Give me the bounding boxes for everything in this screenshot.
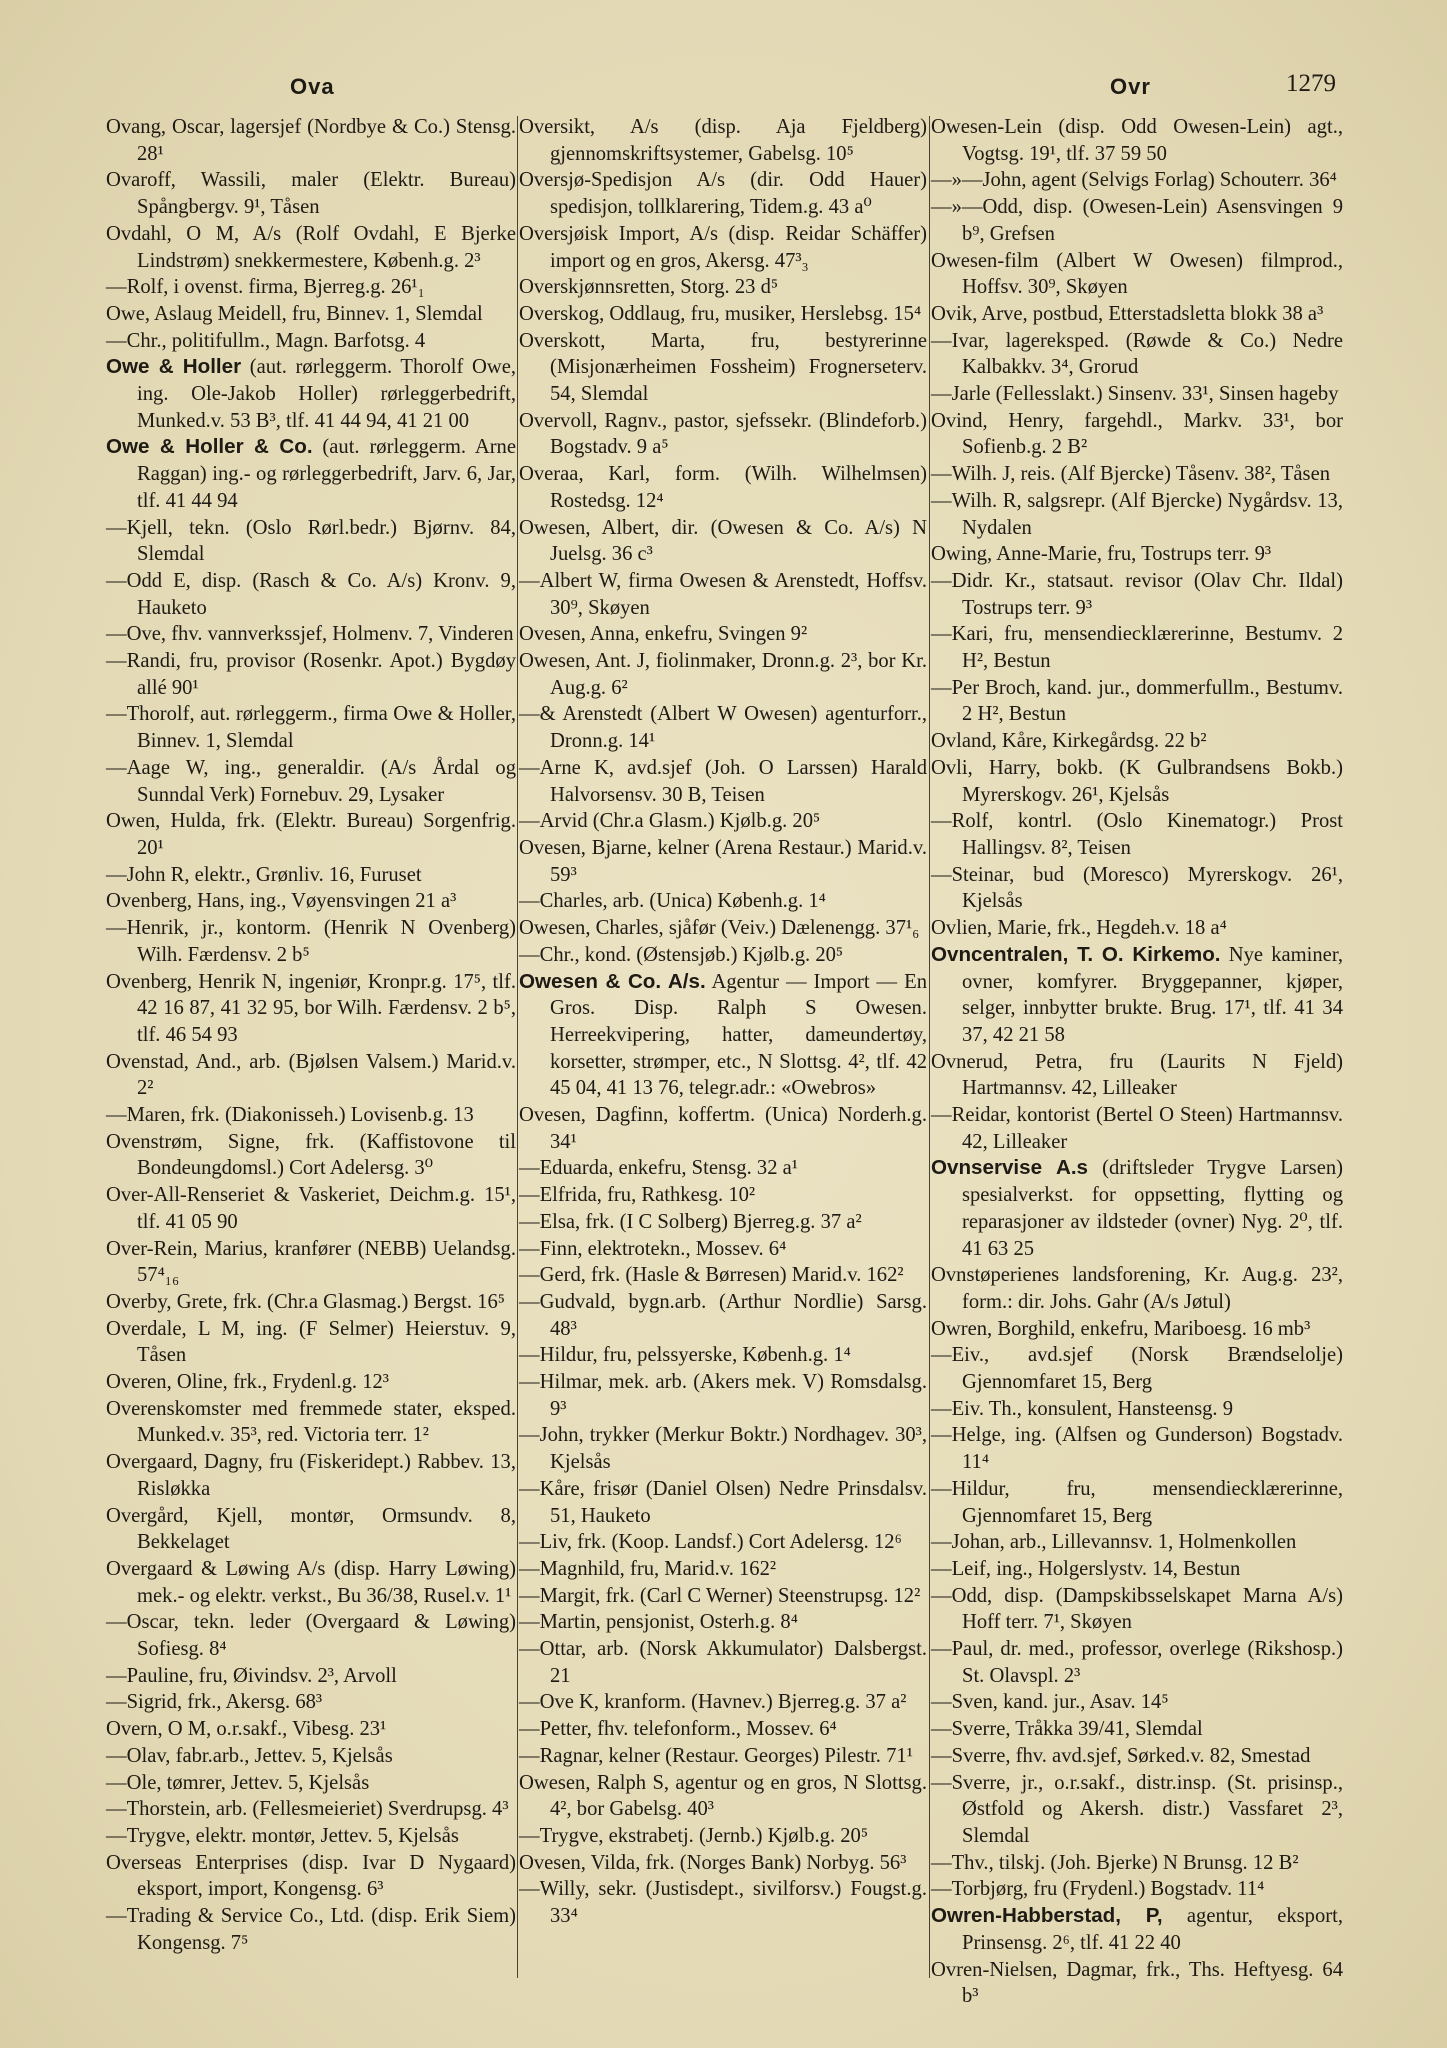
directory-entry: [931, 942, 1343, 1049]
directory-entry: [519, 1236, 927, 1263]
entry-text: Oversjø-Spedisjon A/s (dir. Odd Hauer) spedisjon, tollklarering, Tidem.g. 43 a⁰: [519, 169, 927, 219]
header-right: Ovr: [1110, 74, 1151, 99]
directory-entry: [931, 568, 1343, 621]
directory-entry: [106, 1556, 516, 1609]
entry-text: —Martin, pensjonist, Osterh.g. 8⁴: [519, 1611, 798, 1634]
directory-entry: [931, 194, 1343, 247]
entry-text: —Wilh. R, salgsrepr. (Alf Bjercke) Nygårdsv. 13, Nydalen: [931, 489, 1343, 539]
entry-text: Overskjønnsretten, Storg. 23 d⁵: [519, 276, 779, 299]
entry-text: —Steinar, bud (Moresco) Myrerskogv. 26¹, Kjelsås: [931, 863, 1343, 913]
entry-text: —Thorolf, aut. rørleggerm., firma Owe & Holler, Binnev. 1, Slemdal: [106, 703, 516, 753]
directory-entry: [106, 701, 516, 754]
entry-text: —Albert W, firma Owesen & Arenstedt, Hoffsv. 30⁹, Skøyen: [519, 569, 927, 619]
directory-entry: [106, 328, 516, 355]
entry-text: Overaa, Karl, form. (Wilh. Wilhelmsen) Rostedsg. 12⁴: [519, 463, 927, 512]
directory-entry: [931, 1716, 1343, 1743]
entry-text: Ovenberg, Henrik N, ingeniør, Kronpr.g. 17⁵, tlf. 42 16 87, 41 32 95, bor Wilh. Færdensv. 2 b⁵, tlf. 46 54 93: [106, 970, 516, 1046]
directory-entry: [106, 755, 516, 808]
directory-entry: [519, 755, 927, 808]
directory-entry: [519, 1770, 927, 1823]
entry-text: —Didr. Kr., statsaut. revisor (Olav Chr. Ildal) Tostrups terr. 9³: [931, 569, 1343, 619]
entry-text: Ovesen, Dagfinn, koffertm. (Unica) Norderh.g. 34¹: [519, 1104, 927, 1153]
directory-entry: [931, 1342, 1343, 1395]
directory-entry: [106, 1796, 516, 1823]
entry-text: —Olav, fabr.arb., Jettev. 5, Kjelsås: [106, 1744, 393, 1767]
entry-text: —Jarle (Fellesslakt.) Sinsenv. 33¹, Sinsen hageby: [931, 383, 1339, 406]
entry-text: —Liv, frk. (Koop. Landsf.) Cort Adelersg. 12⁶: [519, 1531, 902, 1554]
directory-entry: [931, 1396, 1343, 1423]
entry-text: (aut. rørleggerm. Thorolf Owe, ing. Ole-Jakob Holler) rørleggerbedrift, Munked.v. 53 B³, tlf. 41 44 94, 41 21 00: [137, 356, 516, 432]
entry-text: Ovik, Arve, postbud, Etterstadsletta blokk 38 a³: [931, 302, 1324, 325]
entry-text: —Petter, fhv. telefonform., Mossev. 6⁴: [519, 1718, 837, 1741]
entry-text: —Rolf, i ovenst. firma, Bjerreg.g. 26¹₁: [106, 276, 425, 299]
entry-name-bold: Owe & Holler & Co.: [106, 435, 313, 459]
entry-text: Ovnerud, Petra, fru (Laurits N Fjeld) Hartmannsv. 42, Lilleaker: [931, 1050, 1343, 1100]
entry-text: Ovind, Henry, fargehdl., Markv. 33¹, bor Sofienb.g. 2 B²: [931, 409, 1343, 459]
entry-text: —Odd, disp. (Dampskibsselskapet Marna A/s) Hoff terr. 7¹, Skøyen: [931, 1584, 1343, 1634]
entry-text: —Ivar, lagereksped. (Røwde & Co.) Nedre Kalbakkv. 3⁴, Grorud: [931, 329, 1343, 379]
entry-text: Owe, Aslaug Meidell, fru, Binnev. 1, Slemdal: [106, 302, 483, 325]
entry-text: —Odd E, disp. (Rasch & Co. A/s) Kronv. 9, Hauketo: [106, 569, 516, 619]
entry-name-bold: Owe & Holler: [106, 355, 242, 379]
directory-entry: [106, 1369, 516, 1396]
entry-text: —Sverre, jr., o.r.sakf., distr.insp. (St. prisinsp., Østfold og Akersh. distr.) Vassfaret 2³, Slemdal: [931, 1771, 1343, 1847]
directory-entry: [519, 1342, 927, 1369]
directory-entry: [519, 1609, 927, 1636]
column-divider: [929, 116, 930, 1978]
entry-text: Over-All-Renseriet & Vaskeriet, Deichm.g. 15¹, tlf. 41 05 90: [106, 1184, 516, 1233]
directory-entry: [106, 114, 516, 167]
directory-entry: [519, 1209, 927, 1236]
directory-entry: [931, 1422, 1343, 1475]
directory-entry: [931, 328, 1343, 381]
directory-entry: [519, 1476, 927, 1529]
directory-entry: [931, 1770, 1343, 1850]
directory-entry: [519, 1556, 927, 1583]
entry-text: —Paul, dr. med., professor, overlege (Rikshosp.) St. Olavspl. 2³: [931, 1638, 1343, 1687]
directory-entry: [931, 1743, 1343, 1770]
entry-text: Overgaard, Dagny, fru (Fiskeridept.) Rabbev. 13, Risløkka: [106, 1451, 516, 1500]
directory-entry: [931, 381, 1343, 408]
entry-text: —Finn, elektrotekn., Mossev. 6⁴: [519, 1237, 787, 1260]
entry-text: —Rolf, kontrl. (Oslo Kinematogr.) Prost Hallingsv. 8², Teisen: [931, 810, 1343, 859]
directory-entry: [106, 969, 516, 1049]
directory-entry: [519, 621, 927, 648]
directory-entry: [931, 301, 1343, 328]
entry-text: —Gerd, frk. (Hasle & Børresen) Marid.v. 162²: [519, 1264, 904, 1287]
directory-entry: [106, 354, 516, 434]
entry-text: —John R, elektr., Grønliv. 16, Furuset: [106, 863, 422, 886]
directory-entry: [931, 755, 1343, 808]
directory-entry: [106, 274, 516, 301]
directory-entry: [106, 1743, 516, 1770]
entry-text: —»—John, agent (Selvigs Forlag) Schouterr. 36⁴: [931, 169, 1337, 192]
directory-entry: [519, 1155, 927, 1182]
directory-entry: [519, 1743, 927, 1770]
directory-entry: [106, 1903, 516, 1956]
directory-entry: [106, 1850, 516, 1903]
directory-entry: [106, 1316, 516, 1369]
directory-entry: [519, 461, 927, 514]
directory-entry: [106, 515, 516, 568]
directory-entry: [106, 1503, 516, 1556]
page-number: 1279: [1286, 70, 1336, 97]
directory-entry: [931, 1583, 1343, 1636]
entry-name-bold: Ovnservise A.s: [931, 1156, 1088, 1180]
directory-entry: [519, 1262, 927, 1289]
directory-entry: [519, 1583, 927, 1610]
directory-entry: [519, 1716, 927, 1743]
entry-text: —Leif, ing., Holgerslystv. 14, Bestun: [931, 1557, 1241, 1580]
entry-text: —Reidar, kontorist (Bertel O Steen) Hartmannsv. 42, Lilleaker: [931, 1104, 1343, 1153]
entry-text: Overskog, Oddlaug, fru, musiker, Herslebsg. 15⁴: [519, 302, 922, 325]
directory-entry: [519, 942, 927, 969]
entry-text: Owesen, Charles, sjåfør (Veiv.) Dælenengg. 37¹₆: [519, 917, 920, 940]
entry-text: Owing, Anne-Marie, fru, Tostrups terr. 9³: [931, 543, 1272, 566]
directory-entry: [519, 1422, 927, 1475]
directory-entry: [519, 1876, 927, 1929]
entry-text: Owesen-film (Albert W Owesen) filmprod., Hoffsv. 30⁹, Skøyen: [931, 249, 1343, 299]
entry-text: Ovaroff, Wassili, maler (Elektr. Bureau) Spångbergv. 9¹, Tåsen: [106, 169, 516, 219]
entry-text: —Henrik, jr., kontorm. (Henrik N Ovenberg) Wilh. Færdensv. 2 b⁵: [106, 917, 516, 966]
entry-text: —Hilmar, mek. arb. (Akers mek. V) Romsdalsg. 9³: [519, 1371, 927, 1420]
entry-text: (driftsleder Trygve Larsen) spesialverkst. for oppsetting, flytting og reparasjoner av ildsteder (ovner) Nyg. 2⁰, tlf. 41 63 25: [962, 1157, 1343, 1260]
entry-text: Overvoll, Ragnv., pastor, sjefssekr. (Blindeforb.) Bogstadv. 9 a⁵: [519, 409, 927, 459]
entry-text: —Chr., kond. (Østensjøb.) Kjølb.g. 20⁵: [519, 943, 844, 966]
entry-text: Owesen, Ant. J, fiolinmaker, Dronn.g. 2³, bor Kr. Aug.g. 6²: [519, 650, 927, 699]
entry-text: (aut. rørleggerm. Arne Raggan) ing.- og rørleggerbedrift, Jarv. 6, Jar, tlf. 41 44 94: [137, 436, 516, 512]
entry-text: —Kåre, frisør (Daniel Olsen) Nedre Prinsdalsv. 51, Hauketo: [519, 1477, 927, 1527]
entry-text: Ovesen, Anna, enkefru, Svingen 9²: [519, 623, 808, 646]
entry-text: —Trading & Service Co., Ltd. (disp. Erik Siem) Kongensg. 7⁵: [106, 1905, 516, 1954]
directory-entry: [519, 568, 927, 621]
entry-text: —Maren, frk. (Diakonisseh.) Lovisenb.g. 13: [106, 1104, 474, 1127]
directory-entry: [519, 221, 927, 274]
entry-text: Ovesen, Bjarne, kelner (Arena Restaur.) Marid.v. 59³: [519, 836, 927, 886]
directory-entry: [931, 1262, 1343, 1315]
directory-entry: [519, 808, 927, 835]
entry-text: Overgaard & Løwing A/s (disp. Harry Løwing) mek.- og elektr. verkst., Bu 36/38, Rusel.v. 1¹: [106, 1557, 516, 1607]
directory-entry: [519, 114, 927, 167]
directory-entry: [106, 434, 516, 514]
directory-entry: [931, 1556, 1343, 1583]
directory-entry: [106, 808, 516, 861]
directory-entry: [519, 1636, 927, 1689]
entry-text: Ovli, Harry, bokb. (K Gulbrandsens Bokb.) Myrerskogv. 26¹, Kjelsås: [931, 756, 1343, 806]
entry-text: —Thorstein, arb. (Fellesmeieriet) Sverdrupsg. 4³: [106, 1798, 509, 1821]
entry-text: —Ottar, arb. (Norsk Akkumulator) Dalsbergst. 21: [519, 1638, 927, 1687]
directory-entry: [931, 488, 1343, 541]
entry-text: —Sverre, Tråkka 39/41, Slemdal: [931, 1718, 1203, 1741]
directory-entry: [106, 1689, 516, 1716]
directory-entry: [519, 701, 927, 754]
directory-entry: [519, 888, 927, 915]
directory-entry: [931, 862, 1343, 915]
entry-text: —Johan, arb., Lillevannsv. 1, Holmenkollen: [931, 1531, 1297, 1554]
entry-text: —Chr., politifullm., Magn. Barfotsg. 4: [106, 329, 426, 352]
entry-text: Ovenberg, Hans, ing., Vøyensvingen 21 a³: [106, 890, 457, 913]
directory-entry: [931, 114, 1343, 167]
entry-text: Owesen-Lein (disp. Odd Owesen-Lein) agt., Vogtsg. 19¹, tlf. 37 59 50: [931, 116, 1343, 165]
entry-text: agentur, eksport, Prinsensg. 2⁶, tlf. 41 22 40: [962, 1905, 1343, 1954]
entry-text: —Oscar, tekn. leder (Overgaard & Løwing) Sofiesg. 8⁴: [106, 1611, 516, 1661]
directory-entry: [106, 1396, 516, 1449]
directory-entry: [106, 1716, 516, 1743]
entry-text: —Magnhild, fru, Marid.v. 162²: [519, 1557, 777, 1580]
entry-text: —Arvid (Chr.a Glasm.) Kjølb.g. 20⁵: [519, 810, 821, 833]
entry-text: —Gudvald, bygn.arb. (Arthur Nordlie) Sarsg. 48³: [519, 1290, 927, 1340]
directory-entry: [931, 1636, 1343, 1689]
entry-name-bold: Owesen & Co. A/s.: [519, 969, 706, 993]
entry-text: —Helge, ing. (Alfsen og Gunderson) Bogstadv. 11⁴: [931, 1424, 1343, 1474]
column-2: [519, 114, 927, 1930]
directory-entry: [106, 915, 516, 968]
directory-entry: [106, 1129, 516, 1182]
directory-entry: [106, 1449, 516, 1502]
directory-entry: [519, 167, 927, 220]
directory-entry: [519, 648, 927, 701]
entry-text: Overn, O M, o.r.sakf., Vibesg. 23¹: [106, 1718, 387, 1741]
entry-text: —Pauline, fru, Øivindsv. 2³, Arvoll: [106, 1664, 397, 1687]
directory-entry: [519, 408, 927, 461]
directory-entry: [931, 915, 1343, 942]
entry-text: Overen, Oline, frk., Frydenl.g. 12³: [106, 1371, 389, 1394]
directory-entry: [931, 1876, 1343, 1903]
entry-text: —»—Odd, disp. (Owesen-Lein) Asensvingen 9 b⁹, Grefsen: [931, 196, 1343, 245]
directory-entry: [106, 1770, 516, 1797]
directory-entry: [106, 1823, 516, 1850]
entry-text: —Ole, tømrer, Jettev. 5, Kjelsås: [106, 1771, 370, 1794]
column-3: [931, 114, 1343, 2010]
directory-entry: [931, 408, 1343, 461]
entry-text: —Wilh. J, reis. (Alf Bjercke) Tåsenv. 38², Tåsen: [931, 463, 1331, 486]
entry-text: —Ragnar, kelner (Restaur. Georges) Pilestr. 71¹: [519, 1744, 913, 1767]
directory-entry: [519, 328, 927, 408]
directory-entry: [519, 1289, 927, 1342]
directory-entry: [519, 969, 927, 1103]
directory-entry: [519, 1369, 927, 1422]
directory-entry: [519, 1102, 927, 1155]
directory-entry: [931, 1102, 1343, 1155]
entry-text: Ovren-Nielsen, Dagmar, frk., Ths. Heftyesg. 64 b³: [931, 1958, 1343, 2008]
directory-entry: [106, 1049, 516, 1102]
directory-entry: [519, 1689, 927, 1716]
directory-entry: [106, 568, 516, 621]
entry-text: Ovnstøperienes landsforening, Kr. Aug.g. 23², form.: dir. Johs. Gahr (A/s Jøtul): [931, 1264, 1343, 1313]
entry-text: Oversjøisk Import, A/s (disp. Reidar Schäffer) import og en gros, Akersg. 47³₃: [519, 222, 927, 272]
entry-text: —Kari, fru, mensendiecklærerinne, Bestumv. 2 H², Bestun: [931, 623, 1343, 673]
entry-text: Overgård, Kjell, montør, Ormsundv. 8, Bekkelaget: [106, 1504, 516, 1554]
directory-entry: [106, 648, 516, 701]
entry-text: Nye kaminer, ovner, komfyrer. Bryggepanner, kjøper, selger, innbytter brukte. Brug. 17¹, tlf. 41 34 37, 42 21 58: [962, 943, 1343, 1046]
entry-text: Agentur — Import — En Gros. Disp. Ralph S Owesen. Herreekvipering, hatter, dameundertøy, korsetter, strømper, etc., N Slottsg. 4², tlf. 42 45 04, 41 13 76, telegr.adr.: «Owebros»: [550, 970, 927, 1100]
directory-entry: [106, 221, 516, 274]
entry-text: Oversikt, A/s (disp. Aja Fjeldberg) gjennomskriftsystemer, Gabelsg. 10⁵: [519, 116, 927, 165]
entry-text: —& Arenstedt (Albert W Owesen) agenturforr., Dronn.g. 14¹: [519, 703, 927, 753]
entry-text: —Sverre, fhv. avd.sjef, Sørked.v. 82, Smestad: [931, 1744, 1311, 1767]
directory-entry: [519, 515, 927, 568]
directory-entry: [931, 675, 1343, 728]
entry-text: —Hildur, fru, mensendiecklærerinne, Gjennomfaret 15, Berg: [931, 1477, 1343, 1527]
entry-text: —Sigrid, frk., Akersg. 68³: [106, 1691, 323, 1714]
entry-text: —Eduarda, enkefru, Stensg. 32 a¹: [519, 1157, 798, 1180]
column-1: [106, 114, 516, 1957]
directory-entry: [931, 1689, 1343, 1716]
directory-entry: [519, 1529, 927, 1556]
directory-entry: [931, 461, 1343, 488]
directory-entry: [106, 1236, 516, 1289]
directory-entry: [106, 1102, 516, 1129]
entry-text: Ovenstad, And., arb. (Bjølsen Valsem.) Marid.v. 2²: [106, 1050, 516, 1100]
entry-text: —Torbjørg, fru (Frydenl.) Bogstadv. 11⁴: [931, 1878, 1265, 1901]
directory-entry: [931, 1529, 1343, 1556]
entry-text: —Trygve, elektr. montør, Jettev. 5, Kjelsås: [106, 1825, 459, 1847]
entry-name-bold: Ovncentralen, T. O. Kirkemo.: [931, 942, 1221, 966]
entry-text: —Hildur, fru, pelssyerske, Københ.g. 1⁴: [519, 1344, 851, 1367]
entry-text: Overskott, Marta, fru, bestyrerinne (Misjonærheimen Fossheim) Frognerseterv. 54, Slemdal: [519, 329, 927, 406]
entry-text: —Randi, fru, provisor (Rosenkr. Apot.) Bygdøy allé 90¹: [106, 650, 516, 699]
directory-entry: [931, 808, 1343, 861]
directory-entry: [931, 541, 1343, 568]
entry-text: —Sven, kand. jur., Asav. 14⁵: [931, 1691, 1169, 1714]
entry-text: Overdale, L M, ing. (F Selmer) Heierstuv. 9, Tåsen: [106, 1317, 516, 1367]
directory-entry: [519, 1823, 927, 1850]
entry-text: —Eiv. Th., konsulent, Hansteensg. 9: [931, 1397, 1234, 1420]
directory-entry: [931, 728, 1343, 755]
directory-entry: [519, 835, 927, 888]
entry-text: Overenskomster med fremmede stater, eksped. Munked.v. 35³, red. Victoria terr. 1²: [106, 1397, 516, 1447]
directory-entry: [106, 621, 516, 648]
directory-entry: [519, 274, 927, 301]
entry-text: Over-Rein, Marius, kranfører (NEBB) Uelandsg. 57⁴₁₆: [106, 1237, 516, 1287]
entry-text: Owen, Hulda, frk. (Elektr. Bureau) Sorgenfrig. 20¹: [106, 810, 516, 859]
directory-entry: [931, 248, 1343, 301]
entry-text: Overby, Grete, frk. (Chr.a Glasmag.) Bergst. 16⁵: [106, 1290, 505, 1313]
entry-text: —Trygve, ekstrabetj. (Jernb.) Kjølb.g. 20⁵: [519, 1825, 869, 1847]
directory-entry: [931, 1903, 1343, 1956]
column-divider: [517, 116, 518, 1978]
entry-name-bold: Owren-Habberstad, P,: [931, 1904, 1163, 1928]
entry-text: Ovlien, Marie, frk., Hegdeh.v. 18 a⁴: [931, 917, 1227, 940]
directory-entry: [519, 915, 927, 942]
entry-text: Owesen, Albert, dir. (Owesen & Co. A/s) N Juelsg. 36 c³: [519, 516, 927, 566]
entry-text: —Thv., tilskj. (Joh. Bjerke) N Brunsg. 12 B²: [931, 1851, 1299, 1874]
directory-entry: [931, 167, 1343, 194]
directory-entry: [106, 862, 516, 889]
directory-entry: [106, 1663, 516, 1690]
directory-entry: [931, 1957, 1343, 2010]
entry-text: —Willy, sekr. (Justisdept., sivilforsv.) Fougst.g. 33⁴: [519, 1878, 927, 1928]
directory-entry: [519, 1850, 927, 1877]
directory-entry: [931, 1049, 1343, 1102]
entry-text: —Margit, frk. (Carl C Werner) Steenstrupsg. 12²: [519, 1584, 921, 1607]
entry-text: Ovesen, Vilda, frk. (Norges Bank) Norbyg. 56³: [519, 1851, 907, 1874]
entry-text: Owesen, Ralph S, agentur og en gros, N Slottsg. 4², bor Gabelsg. 40³: [519, 1771, 927, 1821]
directory-entry: [931, 1850, 1343, 1877]
directory-entry: [931, 1155, 1343, 1262]
directory-entry: [519, 301, 927, 328]
header-left: Ova: [290, 74, 335, 99]
directory-entry: [106, 167, 516, 220]
entry-text: —Elsa, frk. (I C Solberg) Bjerreg.g. 37 a²: [519, 1210, 862, 1233]
entry-text: —Ove, fhv. vannverkssjef, Holmenv. 7, Vinderen: [106, 623, 514, 646]
entry-text: Ovdahl, O M, A/s (Rolf Ovdahl, E Bjerke Lindstrøm) snekkermestere, Københ.g. 2³: [106, 222, 516, 272]
directory-entry: [106, 301, 516, 328]
entry-text: —Per Broch, kand. jur., dommerfullm., Bestumv. 2 H², Bestun: [931, 676, 1343, 726]
entry-text: —Eiv., avd.sjef (Norsk Brændselolje) Gjennomfaret 15, Berg: [931, 1344, 1343, 1394]
entry-text: —Aage W, ing., generaldir. (A/s Årdal og Sunndal Verk) Fornebuv. 29, Lysaker: [106, 756, 516, 806]
directory-entry: [106, 1609, 516, 1662]
directory-entry: [106, 888, 516, 915]
entry-text: Owren, Borghild, enkefru, Mariboesg. 16 mb³: [931, 1317, 1311, 1340]
entry-text: —Ove K, kranform. (Havnev.) Bjerreg.g. 37 a²: [519, 1691, 907, 1714]
entry-text: Ovang, Oscar, lagersjef (Nordbye & Co.) Stensg. 28¹: [106, 116, 516, 165]
entry-text: —Charles, arb. (Unica) Københ.g. 1⁴: [519, 890, 826, 913]
directory-entry: [931, 621, 1343, 674]
entry-text: —John, trykker (Merkur Boktr.) Nordhagev. 30³, Kjelsås: [519, 1424, 927, 1474]
entry-text: —Kjell, tekn. (Oslo Rørl.bedr.) Bjørnv. 84, Slemdal: [106, 516, 516, 566]
entry-text: —Elfrida, fru, Rathkesg. 10²: [519, 1184, 756, 1207]
directory-entry: [519, 1182, 927, 1209]
directory-entry: [106, 1182, 516, 1235]
entry-text: Overseas Enterprises (disp. Ivar D Nygaard) eksport, import, Kongensg. 6³: [106, 1851, 516, 1901]
directory-entry: [931, 1476, 1343, 1529]
entry-text: —Arne K, avd.sjef (Joh. O Larssen) Harald Halvorsensv. 30 B, Teisen: [519, 756, 927, 806]
entry-text: Ovland, Kåre, Kirkegårdsg. 22 b²: [931, 730, 1207, 753]
directory-entry: [931, 1316, 1343, 1343]
directory-entry: [106, 1289, 516, 1316]
entry-text: Ovenstrøm, Signe, frk. (Kaffistovone til Bondeungdomsl.) Cort Adelersg. 3⁰: [106, 1130, 516, 1180]
